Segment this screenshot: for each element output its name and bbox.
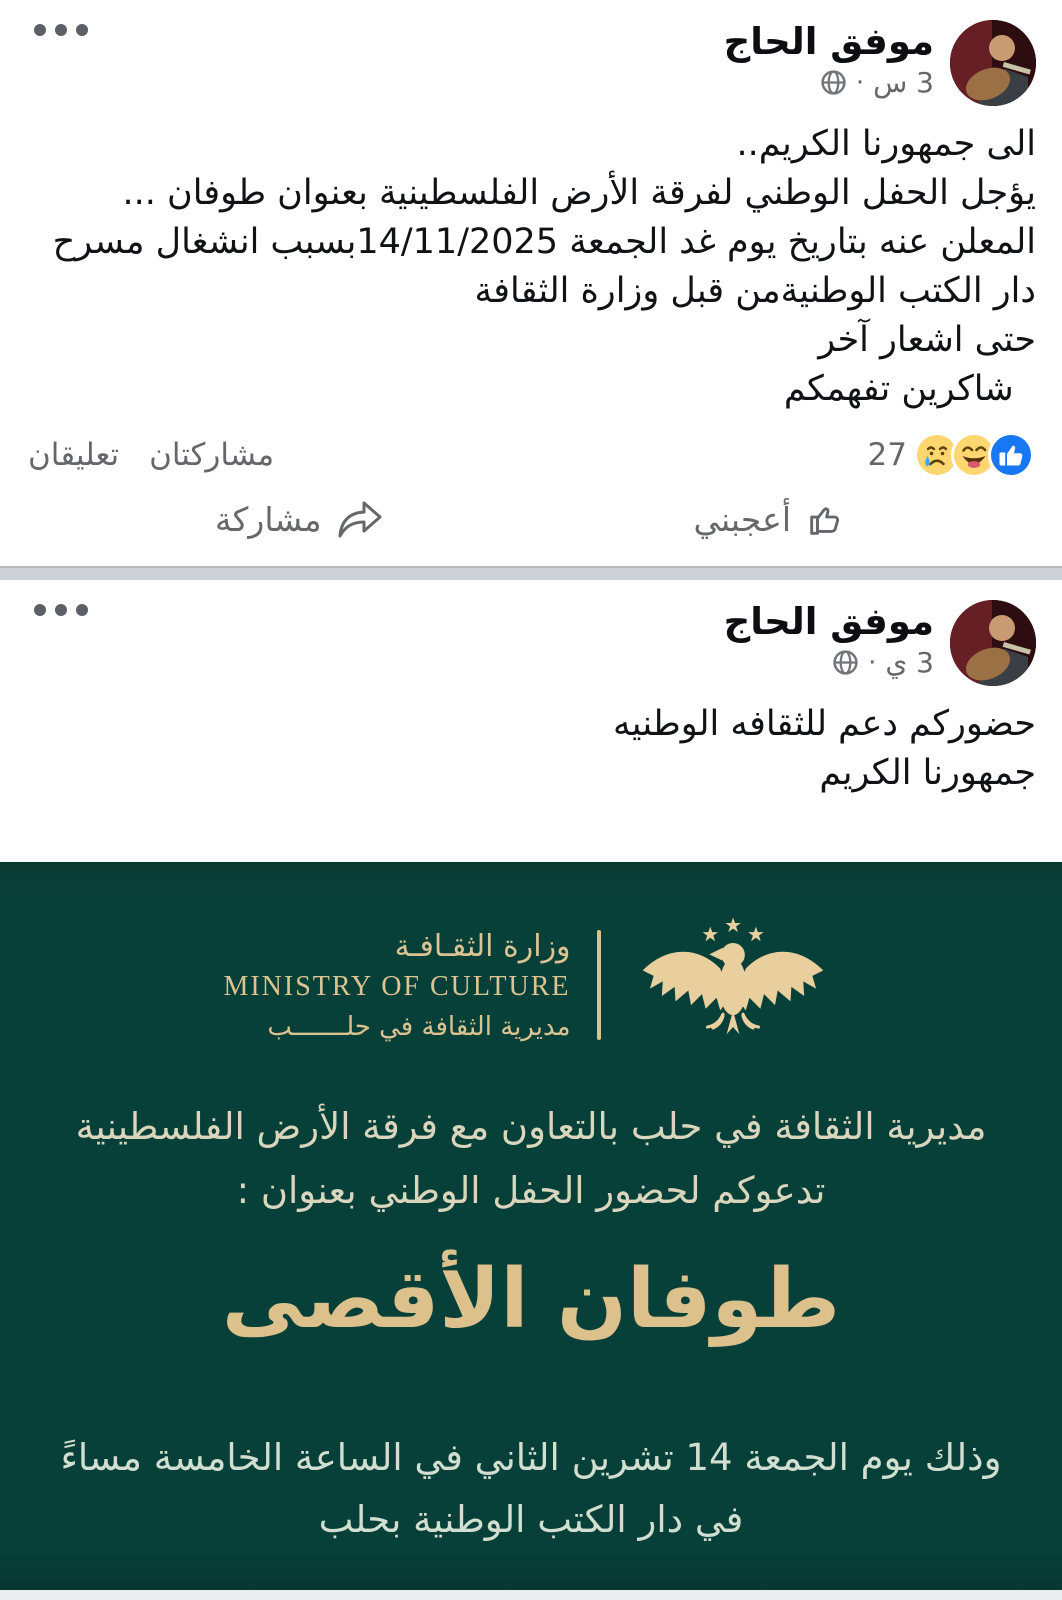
meta-separator: · (855, 67, 865, 98)
like-icon (988, 432, 1034, 478)
author-name[interactable]: موفق الحاج (723, 600, 934, 643)
logo-divider (597, 930, 601, 1040)
author-name[interactable]: موفق الحاج (723, 20, 934, 63)
ministry-name-arabic: وزارة الثقـافـة (394, 928, 571, 964)
avatar[interactable] (950, 600, 1036, 686)
like-button-label: أعجبني (693, 499, 792, 539)
post-text-line: جمهورنا الكريم (819, 753, 1036, 793)
globe-icon (820, 69, 847, 96)
poster-line-2: تدعوكم لحضور الحفل الوطني بعنوان : (236, 1168, 826, 1212)
poster-venue-line: في دار الكتب الوطنية بحلب (318, 1497, 744, 1541)
post-1-action-bar (0, 478, 1062, 566)
reactions-summary[interactable] (868, 432, 1034, 478)
post-1-author-block (724, 20, 934, 99)
poster-date-line: وذلك يوم الجمعة 14 تشرين الثاني في الساعة الخامسة مساءً (60, 1435, 1002, 1479)
directorate-name: مديرية الثقافة في حلـــــــب (267, 1011, 571, 1042)
post-1 (0, 0, 1062, 566)
post-2-author-block (724, 600, 934, 679)
share-icon (336, 498, 384, 540)
poster-event-title: طوفان الأقصى (221, 1251, 841, 1347)
timestamp[interactable]: 3 س (873, 66, 934, 100)
event-poster-image[interactable] (0, 862, 1062, 1600)
post-separator (0, 566, 1062, 580)
post-text-line: حضوركم دعم للثقافه الوطنيه (613, 704, 1036, 744)
thumbs-up-icon (805, 498, 847, 540)
globe-icon (832, 649, 859, 676)
reaction-count: 27 (867, 437, 907, 473)
avatar-image (950, 600, 1036, 686)
timestamp[interactable]: 3 ي (885, 646, 934, 680)
post-2-header (0, 580, 1062, 688)
post-1-text (0, 108, 1062, 414)
more-options-button[interactable] (34, 604, 88, 616)
comments-shares-summary[interactable] (28, 437, 274, 473)
poster-bottom-strip (0, 1590, 1062, 1600)
eagle-emblem-icon (627, 912, 839, 1058)
like-button[interactable] (693, 498, 847, 540)
avatar[interactable] (950, 20, 1036, 106)
post-text-line: الى جمهورنا الكريم.. (736, 124, 1036, 164)
shares-count[interactable]: مشاركتان (149, 437, 275, 473)
post-1-header (0, 0, 1062, 108)
post-text-line: المعلن عنه بتاريخ يوم غد الجمعة 14/11/2025بسبب انشغال مسرح (52, 222, 1036, 262)
comments-count[interactable]: تعليقان (28, 437, 120, 473)
post-2 (0, 580, 1062, 862)
ministry-logo-text (223, 929, 570, 1042)
post-2-text (0, 688, 1062, 798)
post-text-line: حتى اشعار آخر (818, 320, 1036, 360)
post-text-line: شاكرين تفهمكم (783, 369, 1036, 409)
post-text-line: دار الكتب الوطنيةمن قبل وزارة الثقافة (474, 271, 1036, 311)
share-button[interactable] (215, 498, 384, 540)
ministry-logo (223, 912, 838, 1058)
poster-line-1: مديرية الثقافة في حلب بالتعاون مع فرقة الأرض الفلسطينية (75, 1105, 987, 1148)
avatar-image (950, 20, 1036, 106)
post-1-engagement-bar (0, 414, 1062, 478)
more-options-button[interactable] (34, 24, 88, 36)
ministry-name-english: MINISTRY OF CULTURE (223, 970, 571, 1002)
share-button-label: مشاركة (214, 499, 322, 539)
meta-separator: · (868, 647, 877, 678)
post-2-meta (724, 646, 934, 679)
post-text-line: يؤجل الحفل الوطني لفرقة الأرض الفلسطينية بعنوان طوفان ... (122, 173, 1036, 213)
post-1-meta (724, 66, 934, 99)
